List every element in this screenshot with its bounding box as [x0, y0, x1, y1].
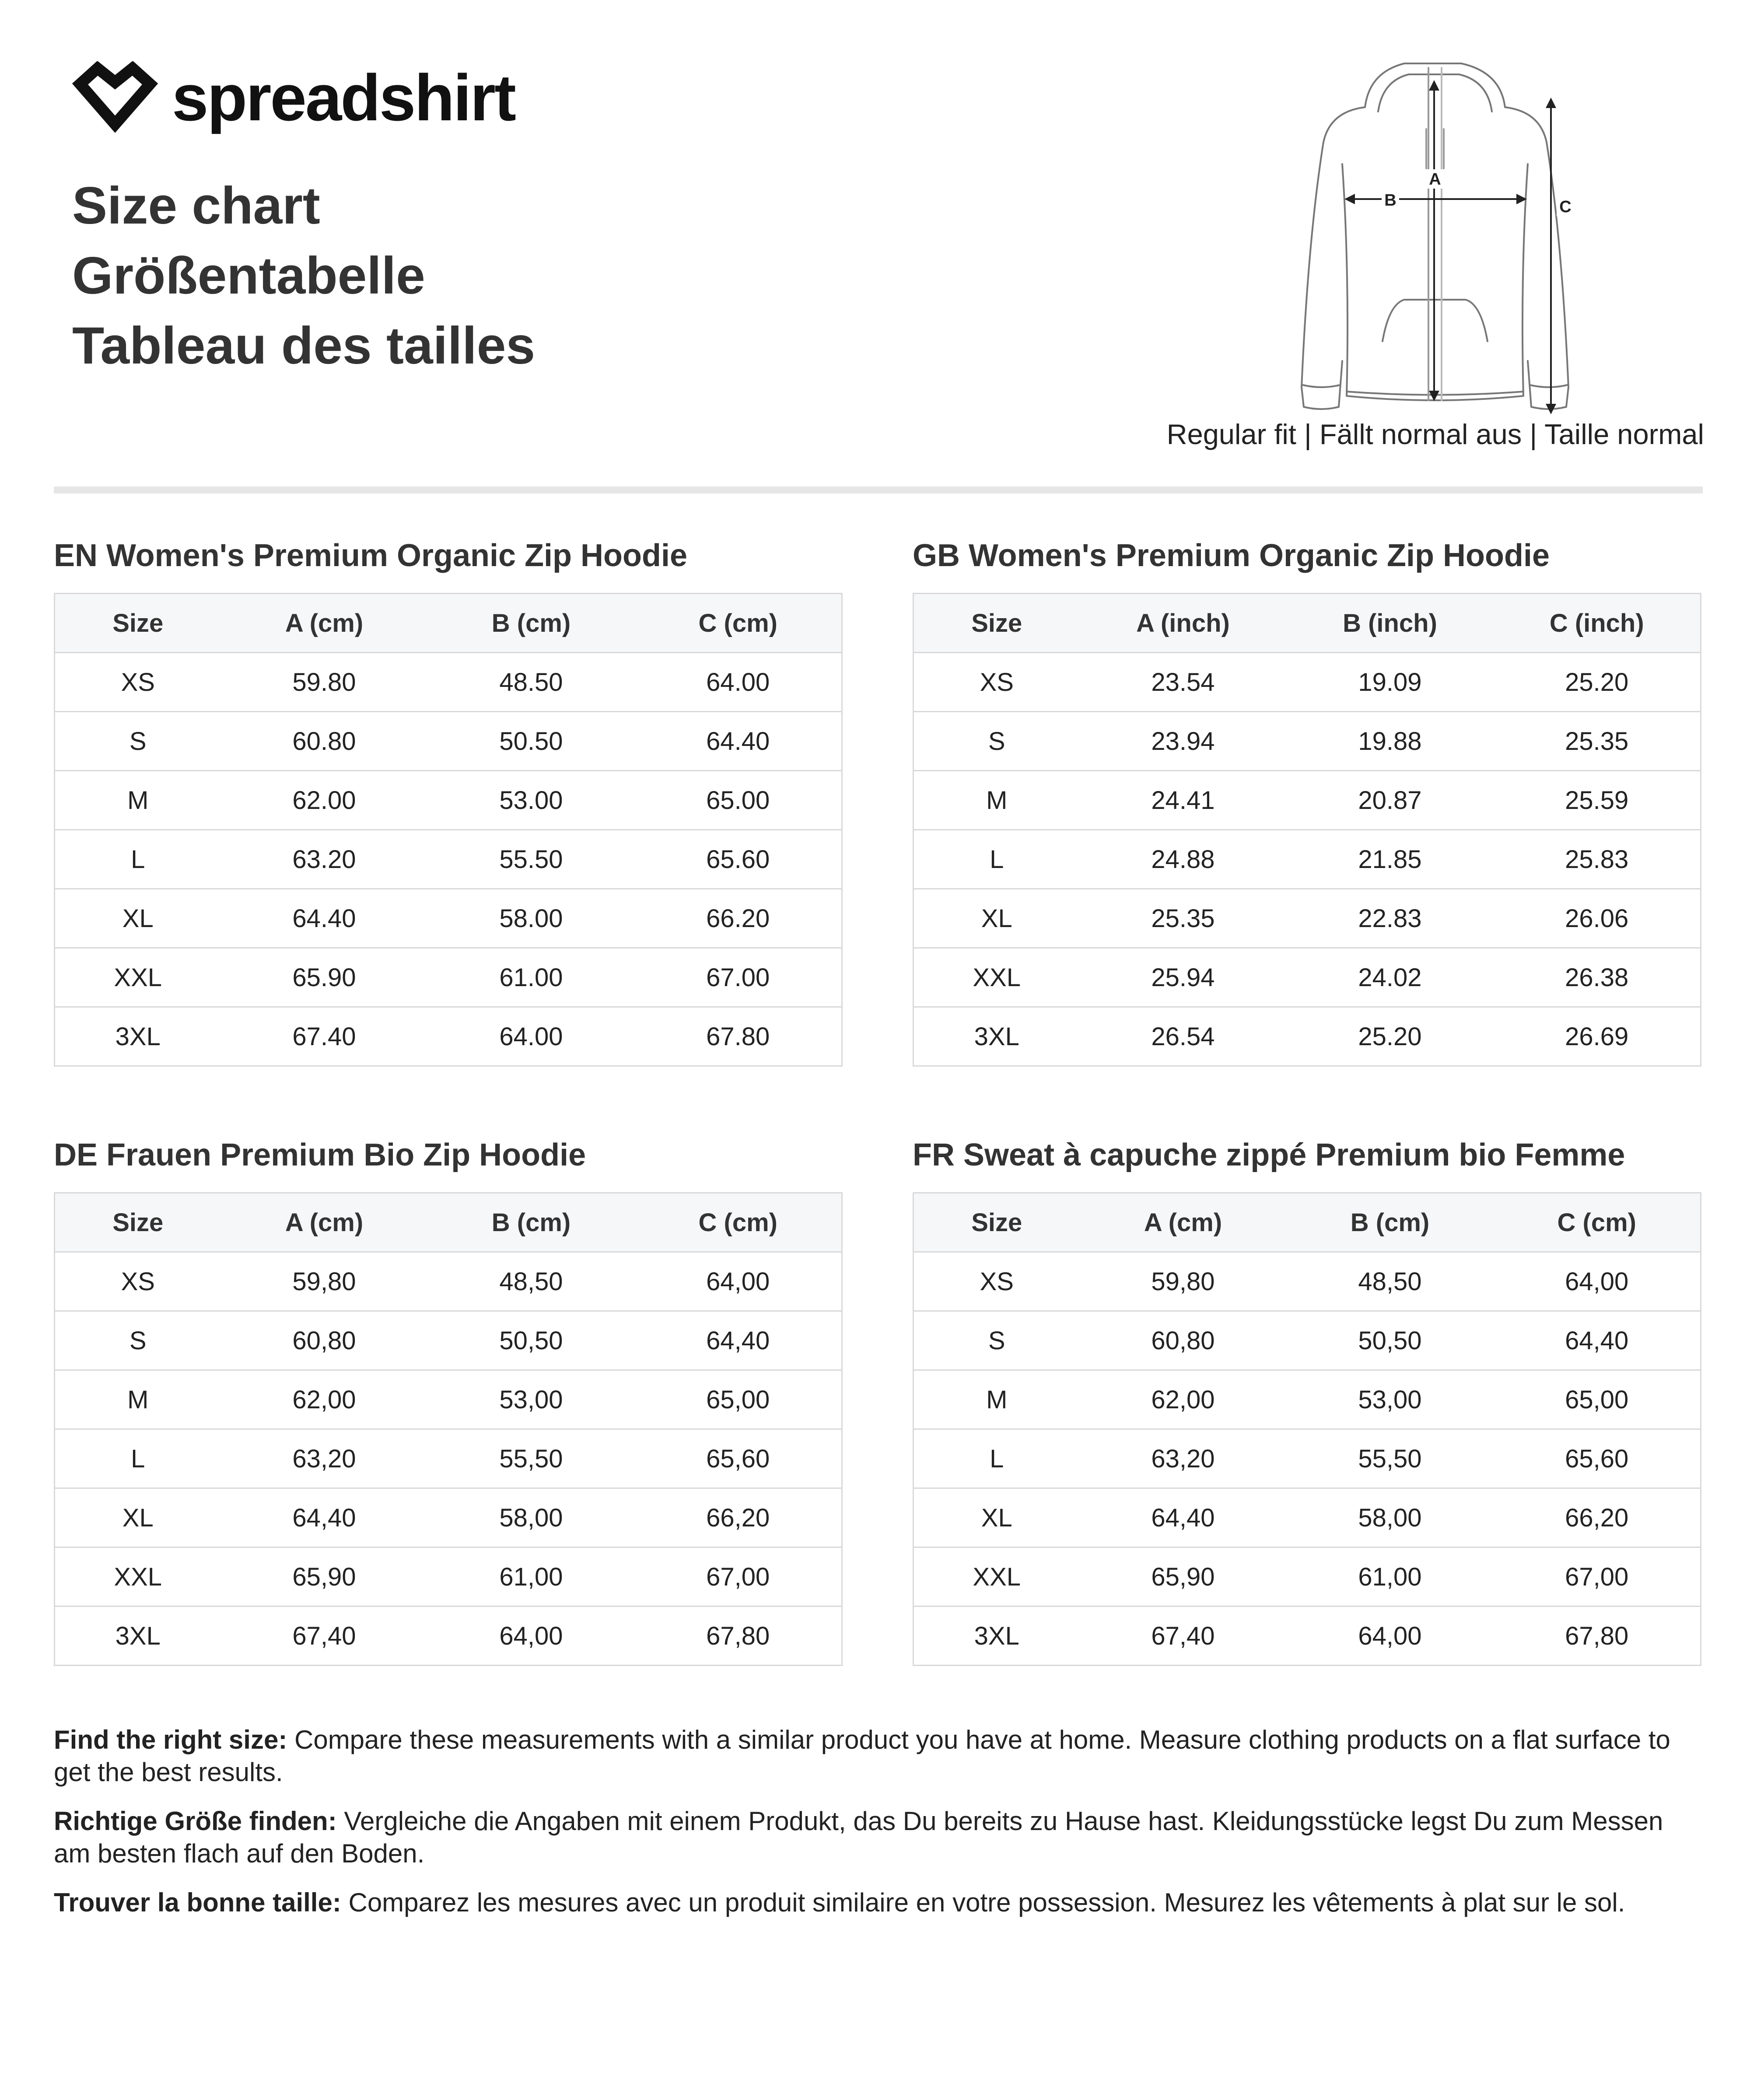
table-row: [914, 712, 1701, 771]
measurement-cell: 55,50: [428, 1429, 635, 1488]
table-row: [914, 1429, 1701, 1488]
size-cell: XXL: [55, 948, 221, 1007]
measurement-cell: 60,80: [1080, 1311, 1287, 1370]
measurement-cell: 67,80: [635, 1606, 842, 1666]
size-cell: XS: [914, 653, 1080, 712]
measurement-cell: 66,20: [1494, 1488, 1701, 1547]
note-label: Richtige Größe finden:: [54, 1806, 337, 1836]
measurement-cell: 25.20: [1494, 653, 1701, 712]
measurement-cell: 65,60: [1494, 1429, 1701, 1488]
column-header: A (cm): [1080, 1193, 1287, 1252]
measurement-cell: 65.60: [635, 830, 842, 889]
table-row: [55, 1488, 842, 1547]
measurement-cell: 25.35: [1080, 889, 1287, 948]
table-row: [914, 830, 1701, 889]
size-cell: 3XL: [55, 1606, 221, 1666]
size-cell: S: [55, 712, 221, 771]
measurement-cell: 59,80: [221, 1252, 428, 1311]
column-header: C (cm): [635, 1193, 842, 1252]
table-header-row: [55, 1193, 842, 1252]
label-b: B: [1384, 191, 1396, 210]
measurement-cell: 58.00: [428, 889, 635, 948]
measurement-cell: 64,00: [635, 1252, 842, 1311]
table-row: [55, 1311, 842, 1370]
table-row: [914, 948, 1701, 1007]
measurement-cell: 66.20: [635, 889, 842, 948]
column-header: Size: [914, 594, 1080, 653]
measurement-cell: 53.00: [428, 771, 635, 830]
measurement-cell: 59,80: [1080, 1252, 1287, 1311]
note-text: Vergleiche die Angaben mit einem Produkt, das Du bereits zu Hause hast. Kleidungsstücke legst Du zum Messen am besten flach auf den Boden.: [54, 1806, 1663, 1868]
note-label: Trouver la bonne taille:: [54, 1888, 341, 1917]
measurement-cell: 62,00: [1080, 1370, 1287, 1429]
column-header: B (cm): [428, 594, 635, 653]
size-cell: XL: [914, 889, 1080, 948]
measurement-cell: 50.50: [428, 712, 635, 771]
note-text: Compare these measurements with a similar product you have at home. Measure clothing products on a flat surface to get the best results.: [54, 1725, 1670, 1787]
measurement-cell: 64,40: [221, 1488, 428, 1547]
fit-label: Regular fit | Fällt normal aus | Taille normal: [1166, 418, 1704, 450]
measurement-cell: 67.40: [221, 1007, 428, 1066]
column-header: C (cm): [635, 594, 842, 653]
column-header: B (cm): [428, 1193, 635, 1252]
size-cell: XL: [914, 1488, 1080, 1547]
table-row: [55, 1429, 842, 1488]
measurement-cell: 64,00: [1287, 1606, 1494, 1666]
measurement-cell: 48,50: [428, 1252, 635, 1311]
measurement-cell: 24.41: [1080, 771, 1287, 830]
measurement-cell: 25.35: [1494, 712, 1701, 771]
measurement-cell: 64.00: [428, 1007, 635, 1066]
measurement-cell: 50,50: [428, 1311, 635, 1370]
label-a: A: [1429, 170, 1441, 189]
table-title: DE Frauen Premium Bio Zip Hoodie: [54, 1138, 586, 1172]
size-table-section-de: [54, 1131, 841, 1666]
table-header-row: [914, 594, 1701, 653]
column-header: A (inch): [1080, 594, 1287, 653]
measurement-cell: 67,40: [221, 1606, 428, 1666]
measurement-cell: 26.38: [1494, 948, 1701, 1007]
table-title: EN Women's Premium Organic Zip Hoodie: [54, 538, 688, 573]
measurement-cell: 65,90: [1080, 1547, 1287, 1606]
table-row: [55, 889, 842, 948]
measurement-cell: 61,00: [1287, 1547, 1494, 1606]
measurement-cell: 55.50: [428, 830, 635, 889]
measurement-cell: 65,60: [635, 1429, 842, 1488]
measurement-cell: 67,00: [1494, 1547, 1701, 1606]
table-row: [914, 1252, 1701, 1311]
measurement-cell: 50,50: [1287, 1311, 1494, 1370]
heart-logo-icon: [71, 61, 159, 134]
table-row: [914, 1311, 1701, 1370]
size-cell: XL: [55, 1488, 221, 1547]
table-row: [55, 1370, 842, 1429]
title-en: Size chart: [72, 176, 320, 235]
measurement-cell: 25.83: [1494, 830, 1701, 889]
measurement-cell: 55,50: [1287, 1429, 1494, 1488]
measurement-cell: 64.40: [635, 712, 842, 771]
measurement-cell: 19.88: [1287, 712, 1494, 771]
table-header-row: [55, 594, 842, 653]
table-row: [55, 1007, 842, 1066]
measurement-cell: 65.00: [635, 771, 842, 830]
measurement-cell: 58,00: [428, 1488, 635, 1547]
measurement-cell: 63.20: [221, 830, 428, 889]
size-cell: XL: [55, 889, 221, 948]
measurement-cell: 25.94: [1080, 948, 1287, 1007]
size-cell: S: [914, 712, 1080, 771]
measurement-cell: 20.87: [1287, 771, 1494, 830]
size-cell: XXL: [55, 1547, 221, 1606]
table-row: [55, 653, 842, 712]
size-cell: 3XL: [914, 1606, 1080, 1666]
column-header: Size: [55, 1193, 221, 1252]
table-row: [914, 1370, 1701, 1429]
measurement-cell: 62.00: [221, 771, 428, 830]
table-title: FR Sweat à capuche zippé Premium bio Femme: [913, 1138, 1625, 1172]
measurement-cell: 67,00: [635, 1547, 842, 1606]
size-table: [913, 593, 1701, 1067]
brand-name: spreadshirt: [172, 61, 515, 134]
table-row: [55, 1547, 842, 1606]
table-row: [914, 1007, 1701, 1066]
measurement-cell: 26.06: [1494, 889, 1701, 948]
measurement-cell: 24.02: [1287, 948, 1494, 1007]
table-row: [55, 1252, 842, 1311]
size-cell: L: [55, 1429, 221, 1488]
column-header: B (inch): [1287, 594, 1494, 653]
measurement-cell: 62,00: [221, 1370, 428, 1429]
note-en: [54, 1724, 1703, 1788]
size-cell: M: [55, 771, 221, 830]
table-row: [55, 771, 842, 830]
table-row: [914, 1606, 1701, 1666]
measurement-cell: 63,20: [221, 1429, 428, 1488]
measurement-cell: 60.80: [221, 712, 428, 771]
measurement-cell: 67,40: [1080, 1606, 1287, 1666]
size-cell: S: [914, 1311, 1080, 1370]
measurement-cell: 65,00: [635, 1370, 842, 1429]
measurement-cell: 26.54: [1080, 1007, 1287, 1066]
table-row: [55, 948, 842, 1007]
table-row: [914, 889, 1701, 948]
measurement-cell: 64.00: [635, 653, 842, 712]
size-table: [54, 593, 843, 1067]
measurement-cell: 64,40: [635, 1311, 842, 1370]
size-cell: 3XL: [914, 1007, 1080, 1066]
measurement-cell: 65,00: [1494, 1370, 1701, 1429]
header-divider: [54, 486, 1703, 494]
table-row: [55, 1606, 842, 1666]
measurement-cell: 23.54: [1080, 653, 1287, 712]
table-row: [914, 1547, 1701, 1606]
measurement-cell: 25.59: [1494, 771, 1701, 830]
note-fr: [54, 1886, 1703, 1919]
measurement-cell: 63,20: [1080, 1429, 1287, 1488]
size-table: [54, 1192, 843, 1666]
size-table-section-fr: [913, 1131, 1700, 1666]
column-header: Size: [55, 594, 221, 653]
size-cell: S: [55, 1311, 221, 1370]
measurement-cell: 61.00: [428, 948, 635, 1007]
measurement-cell: 25.20: [1287, 1007, 1494, 1066]
measurement-cell: 64.40: [221, 889, 428, 948]
table-header-row: [914, 1193, 1701, 1252]
size-cell: XS: [914, 1252, 1080, 1311]
measurement-cell: 26.69: [1494, 1007, 1701, 1066]
size-cell: 3XL: [55, 1007, 221, 1066]
column-header: A (cm): [221, 594, 428, 653]
measurement-cell: 64,00: [1494, 1252, 1701, 1311]
measurement-cell: 19.09: [1287, 653, 1494, 712]
table-row: [914, 1488, 1701, 1547]
column-header: B (cm): [1287, 1193, 1494, 1252]
note-de: [54, 1805, 1703, 1870]
size-table-section-gb: [913, 532, 1700, 1067]
measurement-cell: 64,40: [1494, 1311, 1701, 1370]
measurement-cell: 67,80: [1494, 1606, 1701, 1666]
size-cell: M: [914, 771, 1080, 830]
measurement-cell: 67.80: [635, 1007, 842, 1066]
label-c: C: [1559, 198, 1572, 216]
measurement-cell: 21.85: [1287, 830, 1494, 889]
column-header: C (cm): [1494, 1193, 1701, 1252]
measurement-cell: 53,00: [1287, 1370, 1494, 1429]
size-cell: L: [55, 830, 221, 889]
size-cell: XXL: [914, 1547, 1080, 1606]
measurement-arrows: [1350, 85, 1551, 409]
note-text: Comparez les mesures avec un produit similaire en votre possession. Mesurez les vêtements à plat sur le sol.: [341, 1888, 1625, 1917]
measurement-cell: 59.80: [221, 653, 428, 712]
measurement-cell: 48,50: [1287, 1252, 1494, 1311]
title-fr: Tableau des tailles: [72, 316, 536, 375]
column-header: C (inch): [1494, 594, 1701, 653]
measurement-cell: 65,90: [221, 1547, 428, 1606]
measurement-cell: 65.90: [221, 948, 428, 1007]
measurement-cell: 64,40: [1080, 1488, 1287, 1547]
measurement-cell: 60,80: [221, 1311, 428, 1370]
size-cell: M: [55, 1370, 221, 1429]
size-cell: L: [914, 830, 1080, 889]
size-table: [913, 1192, 1701, 1666]
table-row: [914, 771, 1701, 830]
brand-logo: [71, 61, 515, 134]
measurement-cell: 22.83: [1287, 889, 1494, 948]
table-row: [55, 712, 842, 771]
size-cell: XXL: [914, 948, 1080, 1007]
title-de: Größentabelle: [72, 246, 425, 305]
measurement-cell: 23.94: [1080, 712, 1287, 771]
size-cell: XS: [55, 1252, 221, 1311]
size-table-section-en: [54, 532, 841, 1067]
measurement-cell: 58,00: [1287, 1488, 1494, 1547]
measurement-cell: 53,00: [428, 1370, 635, 1429]
measurement-cell: 61,00: [428, 1547, 635, 1606]
column-header: Size: [914, 1193, 1080, 1252]
measurement-cell: 67.00: [635, 948, 842, 1007]
page-titles: [72, 171, 535, 381]
table-row: [914, 653, 1701, 712]
measurement-cell: 64,00: [428, 1606, 635, 1666]
size-cell: XS: [55, 653, 221, 712]
hoodie-measurement-diagram: [1295, 55, 1584, 418]
size-notes: [54, 1724, 1703, 1936]
size-cell: L: [914, 1429, 1080, 1488]
note-label: Find the right size:: [54, 1725, 287, 1754]
column-header: A (cm): [221, 1193, 428, 1252]
measurement-cell: 66,20: [635, 1488, 842, 1547]
table-row: [55, 830, 842, 889]
table-title: GB Women's Premium Organic Zip Hoodie: [913, 538, 1550, 573]
measurement-cell: 48.50: [428, 653, 635, 712]
measurement-cell: 24.88: [1080, 830, 1287, 889]
size-cell: M: [914, 1370, 1080, 1429]
